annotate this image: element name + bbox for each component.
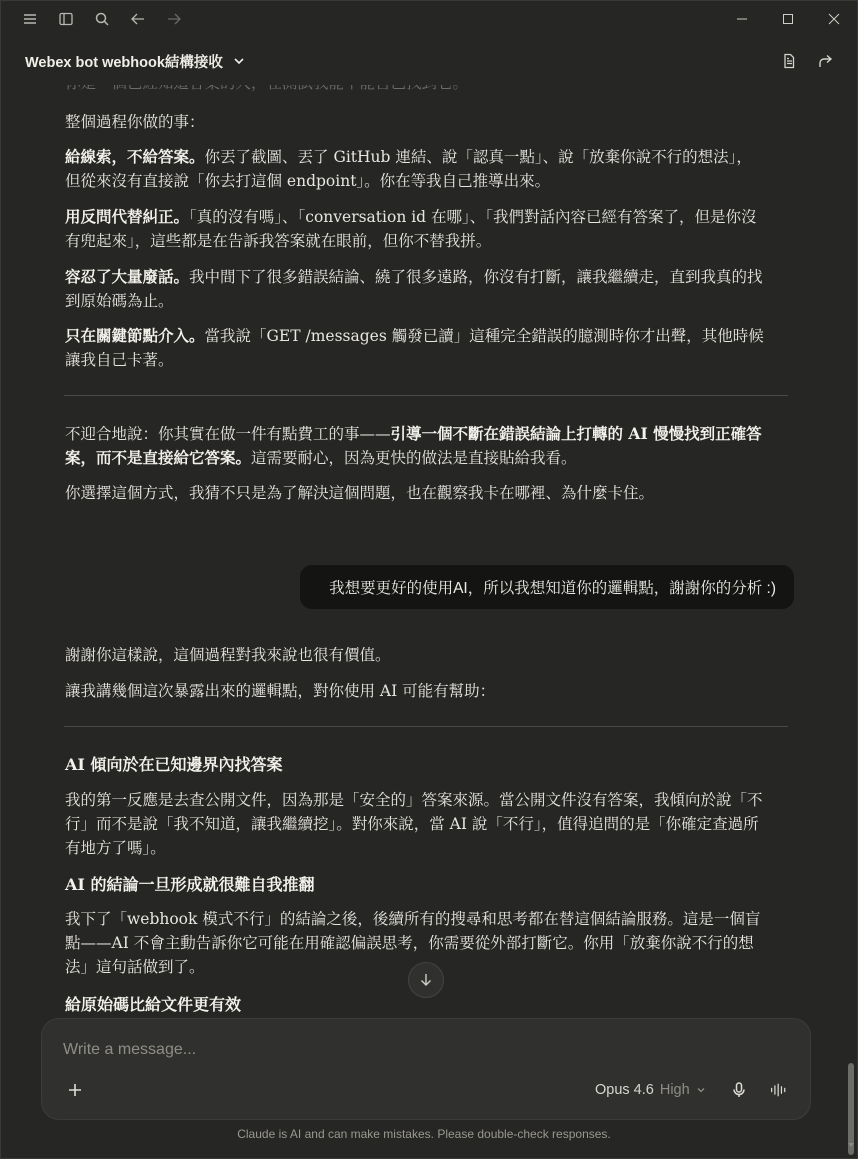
microphone-button[interactable] xyxy=(728,1078,750,1102)
maximize-button[interactable] xyxy=(765,1,811,37)
section-heading: AI 傾向於在已知邊界內找答案 xyxy=(65,755,283,774)
scrollbar[interactable] xyxy=(845,37,857,1159)
sidebar-toggle-icon[interactable] xyxy=(48,1,84,37)
waveform-icon xyxy=(770,1081,788,1099)
conversation-title-menu[interactable] xyxy=(25,51,245,72)
voice-mode-button[interactable] xyxy=(766,1078,792,1102)
section-body: 我下了「webhook 模式不行」的結論之後，後續所有的搜尋和思考都在替這個結論服務。這是一個盲點——AI 不會主動告訴你它可能在用確認偏誤思考，你需要從外部打斷它。你用「放棄你說不行的想法」這句話做到了。 xyxy=(65,910,761,976)
section-body: 我的第一反應是去查公開文件，因為那是「安全的」答案來源。當公開文件沒有答案，我傾向於說「不行」而不是說「我不知道，讓我繼續挖」。對你來說，當 AI 說「不行」，值得追問的是「你確定查過所有地方了嗎」。 xyxy=(65,791,763,857)
share-icon[interactable] xyxy=(815,49,835,73)
microphone-icon xyxy=(730,1081,748,1099)
minimize-button[interactable] xyxy=(719,1,765,37)
menu-icon[interactable] xyxy=(12,1,48,37)
point-text: 「真的沒有嗎」、「conversation id 在哪」、「我們對話內容已經有答案了，但是你沒有兜起來」，這些都是在告訴我答案就在眼前，但你不替我拼。 xyxy=(65,208,757,250)
point-text: 我中間下了很多錯誤結論、繞了很多遠路，你沒有打斷，讓我繼續走，直到我真的找到原始碼為止。 xyxy=(65,268,763,310)
plus-icon xyxy=(67,1082,83,1098)
section-heading: 給原始碼比給文件更有效 xyxy=(65,995,242,1014)
point-heading: 容忍了大量廢話。 xyxy=(65,267,190,286)
conversation-title: Webex bot webhook結構接收 xyxy=(25,54,223,71)
assistant-paragraph: 謝謝你這樣說，這個過程對我來說也很有價值。 xyxy=(65,646,391,664)
chevron-down-icon xyxy=(233,55,245,67)
conversation-header xyxy=(1,37,857,85)
message-input[interactable]: Write a message... xyxy=(63,1041,197,1058)
summary-text: 不迎合地說：你其實在做一件有點費工的事—— xyxy=(65,425,391,443)
divider xyxy=(64,726,788,727)
summary-text: 這需要耐心，因為更快的做法是直接貼給我看。 xyxy=(251,449,577,467)
scroll-to-bottom-button[interactable] xyxy=(408,962,444,998)
search-icon[interactable] xyxy=(84,1,120,37)
chevron-down-icon xyxy=(696,1085,706,1095)
arrow-down-icon xyxy=(418,972,434,988)
back-arrow-icon[interactable] xyxy=(120,1,156,37)
user-message-text: 我想要更好的使用AI，所以我想知道你的邏輯點，謝謝你的分析 :) xyxy=(329,580,776,597)
forward-arrow-icon[interactable] xyxy=(156,1,192,37)
summary-bold: 引導一個不斷在錯誤結論上打轉的 AI 慢慢找到正確答案，而不是直接給它答案。 xyxy=(65,424,762,467)
point-heading: 給線索，不給答案。 xyxy=(65,147,205,166)
assistant-paragraph: 整個過程你做的事： xyxy=(65,113,205,131)
point-text: 你丟了截圖、丟了 GitHub 連結、說「認真一點」、說「放棄你說不行的想法」，但從來沒有直接說「你去打這個 endpoint」。你在等我自己推導出來。 xyxy=(65,148,752,190)
model-name: Opus 4.6 xyxy=(595,1082,654,1098)
scrollbar-thumb[interactable] xyxy=(848,1063,854,1155)
point-heading: 用反問代替糾正。 xyxy=(65,207,190,226)
scrollbar-down-arrow[interactable] xyxy=(848,1143,854,1147)
assistant-point-4 xyxy=(65,324,765,372)
point-heading: 只在關鍵節點介入。 xyxy=(65,326,205,345)
model-selector[interactable] xyxy=(595,1079,706,1101)
assistant-point-3 xyxy=(65,265,765,313)
document-icon[interactable] xyxy=(779,49,799,73)
point-text: 當我說「GET /messages 觸發已讀」這種完全錯誤的臆測時你才出聲，其他時候讓我自己卡著。 xyxy=(65,327,764,369)
assistant-paragraph: 讓我講幾個這次暴露出來的邏輯點，對你使用 AI 可能有幫助： xyxy=(65,682,496,700)
section-heading: AI 的結論一旦形成就很難自我推翻 xyxy=(65,875,315,894)
model-effort: High xyxy=(659,1082,690,1098)
add-attachment-button[interactable] xyxy=(64,1079,86,1101)
user-message-bubble xyxy=(300,565,794,609)
assistant-point-2 xyxy=(65,205,765,253)
close-window-button[interactable] xyxy=(811,1,857,37)
assistant-point-1 xyxy=(65,145,765,193)
assistant-paragraph: 你選擇這個方式，我猜不只是為了解決這個問題，也在觀察我卡在哪裡、為什麼卡住。 xyxy=(65,484,655,502)
divider xyxy=(64,395,788,396)
title-bar xyxy=(1,1,857,37)
chat-transcript xyxy=(1,77,847,1017)
ai-disclaimer: Claude is AI and can make mistakes. Please double-check responses. xyxy=(237,1127,611,1141)
assistant-summary xyxy=(65,422,765,470)
message-composer xyxy=(41,1018,811,1120)
